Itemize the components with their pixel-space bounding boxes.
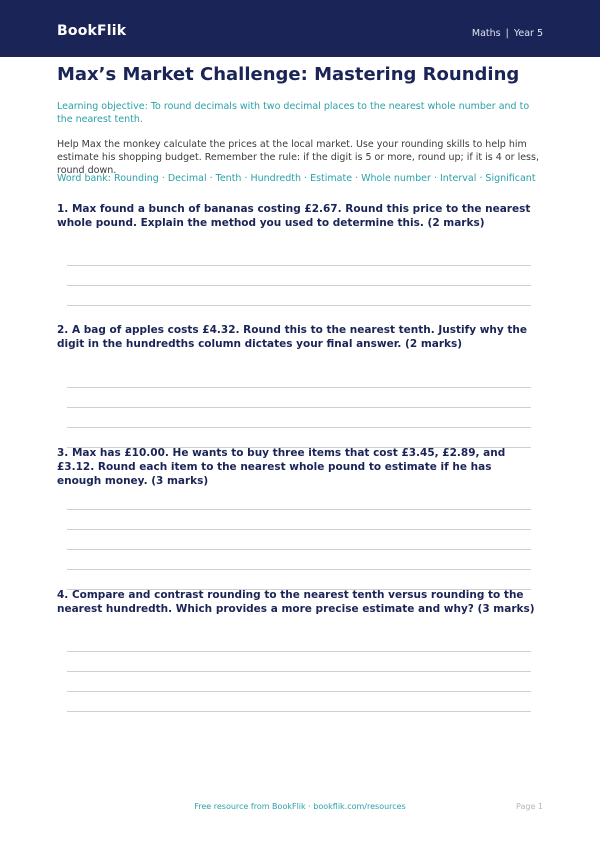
answer-line[interactable] xyxy=(67,407,531,408)
question-2: 2. A bag of apples costs £4.32. Round this to the nearest tenth. Justify why the digit in the hundredths column dictates your final answer. (2 marks) xyxy=(57,324,528,350)
footer-credit: Free resource from BookFlik · bookflik.com/resources xyxy=(194,802,406,811)
answer-line[interactable] xyxy=(67,651,531,652)
subject-label xyxy=(472,28,543,39)
subject-separator: | xyxy=(505,28,509,39)
answer-line[interactable] xyxy=(67,285,531,286)
answer-line[interactable] xyxy=(67,427,531,428)
answer-line[interactable] xyxy=(67,671,531,672)
page-number: Page 1 xyxy=(516,802,543,811)
intro-text: Help Max the monkey calculate the prices at the local market. Use your rounding skills to help him estimate his shopping budget. Remember the rule: if the digit is 5 or more, round up; if it is 4 or less, round down. xyxy=(57,139,539,176)
answer-line[interactable] xyxy=(67,711,531,712)
answer-line[interactable] xyxy=(67,549,531,550)
year-label: Year 5 xyxy=(513,28,543,39)
word-bank: Word bank: Rounding · Decimal · Tenth · Hundredth · Estimate · Whole number · Interval · Significant xyxy=(57,173,536,184)
worksheet-title: Max’s Market Challenge: Mastering Rounding xyxy=(57,64,520,85)
answer-line[interactable] xyxy=(67,387,531,388)
answer-line[interactable] xyxy=(67,569,531,570)
subject-name: Maths xyxy=(471,28,501,39)
answer-line[interactable] xyxy=(67,265,531,266)
question-1: 1. Max found a bunch of bananas costing £2.67. Round this price to the nearest whole pound. Explain the method you used to determine this. (2 marks) xyxy=(57,203,531,229)
answer-line[interactable] xyxy=(67,529,531,530)
answer-line[interactable] xyxy=(67,305,531,306)
answer-line[interactable] xyxy=(67,691,531,692)
header-bar xyxy=(0,0,600,57)
answer-line[interactable] xyxy=(67,509,531,510)
learning-objective: Learning objective: To round decimals with two decimal places to the nearest whole number and to the nearest tenth. xyxy=(57,101,530,125)
question-4: 4. Compare and contrast rounding to the nearest tenth versus rounding to the nearest hundredth. Which provides a more precise estimate and why? (3 marks) xyxy=(57,589,535,615)
question-3: 3. Max has £10.00. He wants to buy three items that cost £3.45, £2.89, and £3.12. Round each item to the nearest whole pound to estimate if he has enough money. (3 marks) xyxy=(57,447,506,487)
brand-logo-text: BookFlik xyxy=(57,23,127,39)
